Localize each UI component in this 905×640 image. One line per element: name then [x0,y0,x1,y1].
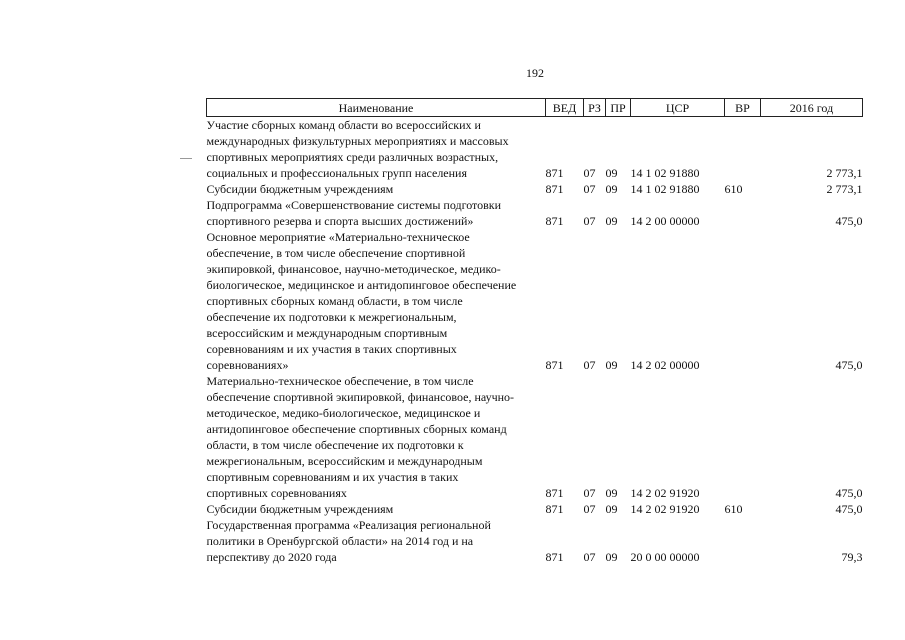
header-name: Наименование [207,99,546,117]
row-name-line: обеспечение, в том числе обеспечение спортивной [206,246,466,260]
row-sum: 475,0 [835,214,863,228]
row-pr: 09 [605,502,618,516]
row-name-line: Материально-техническое обеспечение, в том числе [206,374,474,388]
row-pr: 09 [605,550,618,564]
row-vr: 610 [724,502,743,516]
row-ved: 871 [545,214,564,228]
row-name-line: Основное мероприятие «Материально-техническое [206,230,470,244]
row-pr: 09 [605,214,618,228]
row-name-line: перспективу до 2020 года [206,550,337,564]
row-pr: 09 [605,166,618,180]
table-row [207,117,863,182]
row-pr: 09 [605,182,618,196]
row-name [207,181,546,197]
table-body [207,117,863,566]
table-row [207,181,863,197]
row-csr: 14 2 02 91920 [630,502,700,516]
row-ved: 871 [545,166,564,180]
row-ved: 871 [545,550,564,564]
row-ved: 871 [545,502,564,516]
row-name-line: спортивных мероприятиях среди различных возрастных, [206,150,499,164]
row-sum: 475,0 [835,502,863,516]
row-name-line: международных физкультурных мероприятиях и массовых [206,134,509,148]
header-vr: ВР [725,99,761,117]
row-vr [725,373,761,501]
row-name-line: Участие сборных команд области во всероссийских и [206,118,481,132]
row-rz: 07 [583,486,596,500]
row-name-line: обеспечение спортивной экипировкой, финансовое, научно- [206,390,515,404]
row-name-line: Государственная программа «Реализация региональной [206,518,491,532]
row-name [207,501,546,517]
row-csr: 14 2 00 00000 [630,214,700,228]
row-vr [725,517,761,565]
table-row [207,373,863,501]
table-row [207,229,863,373]
row-name-line: политики в Оренбургской области» на 2014 год и на [206,534,474,548]
row-name-line: Субсидии бюджетным учреждениям [206,182,394,196]
row-name-line: спортивным соревнованиям и их участия в таких [206,470,459,484]
row-rz: 07 [583,550,596,564]
row-vr [725,197,761,229]
table-row [207,197,863,229]
row-vr [725,229,761,373]
header-pr: ПР [606,99,631,117]
row-vr [725,117,761,182]
row-pr: 09 [605,486,618,500]
row-name-line: антидопинговое обеспечение спортивных сборных команд [206,422,507,436]
margin-mark [180,158,192,159]
row-name [207,197,546,229]
row-name [207,229,546,373]
row-name-line: биологическое, медицинское и антидопинговое обеспечение [206,278,517,292]
page-number: 192 [526,66,544,80]
row-name-line: экипировкой, финансовое, научно-методическое, медико- [206,262,501,276]
header-sum: 2016 год [761,99,863,117]
row-vr: 610 [724,182,743,196]
row-name-line: Субсидии бюджетным учреждениям [206,502,394,516]
row-sum: 475,0 [835,486,863,500]
row-name-line: спортивных соревнованиях [206,486,347,500]
table-row [207,501,863,517]
row-name-line: обеспечение их подготовки к межрегиональным, [206,310,457,324]
row-rz: 07 [583,358,596,372]
row-sum: 79,3 [841,550,863,564]
row-rz: 07 [583,166,596,180]
row-csr: 14 1 02 91880 [630,182,700,196]
row-name [207,517,546,565]
table-row [207,517,863,565]
header-csr: ЦСР [631,99,725,117]
table-header [207,99,863,117]
row-sum: 2 773,1 [826,166,863,180]
row-name-line: соревнованиям и их участия в таких спортивных [206,342,457,356]
row-pr: 09 [605,358,618,372]
row-csr: 14 2 02 00000 [630,358,700,372]
header-ved: ВЕД [546,99,584,117]
row-name-line: Подпрограмма «Совершенствование системы подготовки [206,198,502,212]
row-sum: 2 773,1 [826,182,863,196]
row-name-line: спортивных сборных команд области, в том числе [206,294,463,308]
row-name-line: всероссийским и международным спортивным [206,326,448,340]
row-name [207,373,546,501]
row-ved: 871 [545,358,564,372]
budget-table [206,98,863,565]
row-rz: 07 [583,502,596,516]
row-csr: 20 0 00 00000 [630,550,700,564]
row-csr: 14 2 02 91920 [630,486,700,500]
row-csr: 14 1 02 91880 [630,166,700,180]
row-ved: 871 [545,486,564,500]
row-name-line: спортивного резерва и спорта высших достижений» [206,214,474,228]
row-name [207,117,546,182]
row-name-line: социальных и профессиональных групп населения [206,166,467,180]
header-rz: РЗ [584,99,606,117]
row-name-line: области, в том числе обеспечение их подготовки к [206,438,464,452]
row-name-line: межрегиональным, всероссийским и международным [206,454,483,468]
row-rz: 07 [583,214,596,228]
row-sum: 475,0 [835,358,863,372]
row-name-line: методическое, медико-биологическое, медицинское и [206,406,481,420]
row-name-line: соревнованиях» [206,358,289,372]
row-rz: 07 [583,182,596,196]
row-ved: 871 [545,182,564,196]
